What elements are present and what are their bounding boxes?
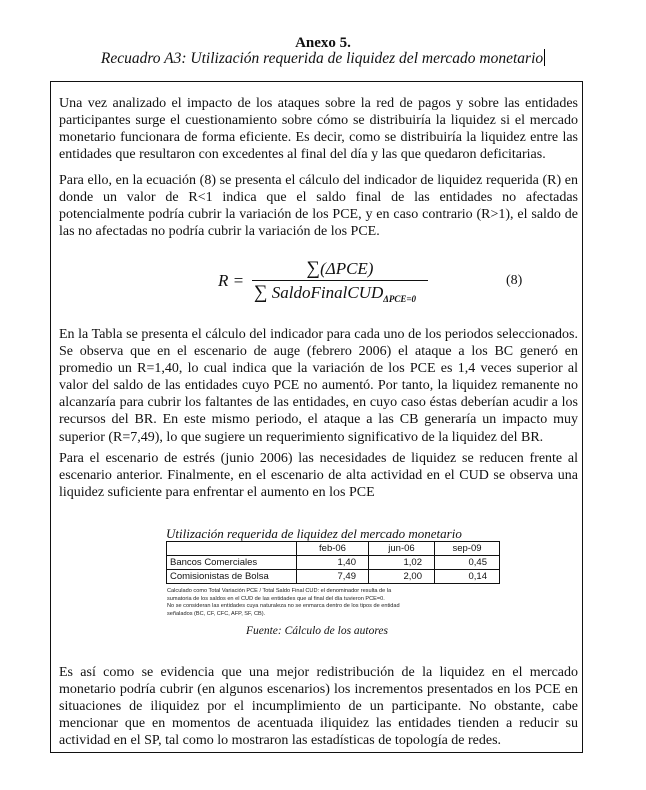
table-cell: 1,02 bbox=[369, 556, 435, 570]
liquidity-table bbox=[166, 541, 500, 584]
paragraph-conclusion: Es así como se evidencia que una mejor redistribución de la liquidez en el mercado monetario podría cubrir (en algunos escenarios) los incrementos presentados en los PCE en situaciones de iliquidez por el incumplimiento de un participante. No obstante, cabe mencionar que en momentos de acentuada iliquidez las entidades tienden a reducir su actividad en el SP, tal como lo mostraron las estadísticas de topología de redes. bbox=[59, 665, 578, 749]
table-note-line: No se consideran las entidades cuya naturaleza no se enmarca dentro de los tipos de entidad bbox=[167, 603, 400, 609]
paragraph-equation-description: Para ello, en la ecuación (8) se presenta el cálculo del indicador de liquidez requerida (R) en donde un valor de R<1 indica que el saldo final de las entidades no afectadas potencialmente podría cubrir la variación de los PCE, y en caso contrario (R>1), el saldo de las no afectadas no podría cubrir la variación de los PCE. bbox=[59, 173, 578, 240]
denominator-text: SaldoFinalCUD bbox=[271, 283, 384, 302]
sigma-symbol: ∑ bbox=[254, 282, 268, 303]
table-row bbox=[167, 570, 500, 584]
equation-numerator bbox=[252, 258, 428, 280]
equation-8 bbox=[218, 258, 538, 308]
table-header-row bbox=[167, 542, 500, 556]
table-cell: 7,49 bbox=[297, 570, 369, 584]
table-note-line: sumatoria de los saldos en el CUD de las entidades que al final del día tuvieron PCE=0. bbox=[167, 595, 385, 602]
table-note-line: Calculado como Total Variación PCE / Total Saldo Final CUD: el denominador resulta de la bbox=[167, 588, 392, 594]
paragraph-stress-scenario: Para el escenario de estrés (junio 2006) las necesidades de liquidez se reducen frente al escenario anterior. Finalmente, en el escenario de alta actividad en el CUD se observa una liquidez suficiente para enfrentar el aumento en los PCE bbox=[59, 451, 578, 501]
paragraph-results: En la Tabla se presenta el cálculo del indicador para cada uno de los periodos seleccionados. Se observa que en el escenario de auge (febrero 2006) el ataque a los BC generó en promedio un R=1,40, lo cual indica que la variación de los PCE es 1,4 veces superior al valor del saldo de las entidades cuyo PCE no aumentó. Por tanto, la liquidez remanente no alcanzaría para cubrir los faltantes de las entidades, en cuyo caso éstas deberían acudir a los recursos del BR. En este mismo periodo, el ataque a las CB generaría un impacto muy superior (R=7,49), lo que sugiere un requerimiento significativo de la liquidez del BR. bbox=[59, 327, 578, 445]
table-cell: 2,00 bbox=[369, 570, 435, 584]
table-notes bbox=[167, 588, 477, 618]
table-row bbox=[167, 556, 500, 570]
sigma-symbol: ∑ bbox=[306, 258, 321, 279]
header-cell: sep-09 bbox=[435, 542, 500, 556]
equation-number: (8) bbox=[506, 273, 523, 288]
equation-denominator bbox=[252, 282, 428, 306]
table-caption: Utilización requerida de liquidez del mercado monetario bbox=[166, 526, 462, 541]
numerator-text: (ΔPCE) bbox=[320, 259, 374, 278]
table-cell: 1,40 bbox=[297, 556, 369, 570]
paragraph-intro: Una vez analizado el impacto de los ataques sobre la red de pagos y sobre las entidades participantes surge el cuestionamiento sobre cómo se distribuiría la liquidez si el mercado monetario funcionara de forma eficiente. Es decir, como se distribuiría la liquidez entre las entidades que resultaron con excedentes al final del día y las que quedaron deficitarias. bbox=[59, 96, 578, 163]
annex-title: Anexo 5. bbox=[295, 35, 351, 51]
row-label: Comisionistas de Bolsa bbox=[167, 570, 297, 584]
denominator-subscript: ΔPCE=0 bbox=[383, 294, 417, 304]
fraction-bar bbox=[252, 280, 428, 281]
row-label: Bancos Comerciales bbox=[167, 556, 297, 570]
table-note-line: señalados (BC, CF, CFC, AFP, SF, CB). bbox=[167, 610, 266, 617]
equation-lhs: R = bbox=[218, 271, 245, 290]
table-cell: 0,14 bbox=[435, 570, 500, 584]
equation-fraction bbox=[252, 258, 428, 306]
text-cursor bbox=[544, 49, 545, 66]
header-cell bbox=[167, 542, 297, 556]
table-cell: 0,45 bbox=[435, 556, 500, 570]
box-subtitle-text: Recuadro A3: Utilización requerida de liquidez del mercado monetario bbox=[100, 50, 544, 67]
table-source: Fuente: Cálculo de los autores bbox=[245, 625, 389, 637]
header-cell: feb-06 bbox=[297, 542, 369, 556]
header-cell: jun-06 bbox=[369, 542, 435, 556]
box-subtitle bbox=[0, 49, 646, 69]
